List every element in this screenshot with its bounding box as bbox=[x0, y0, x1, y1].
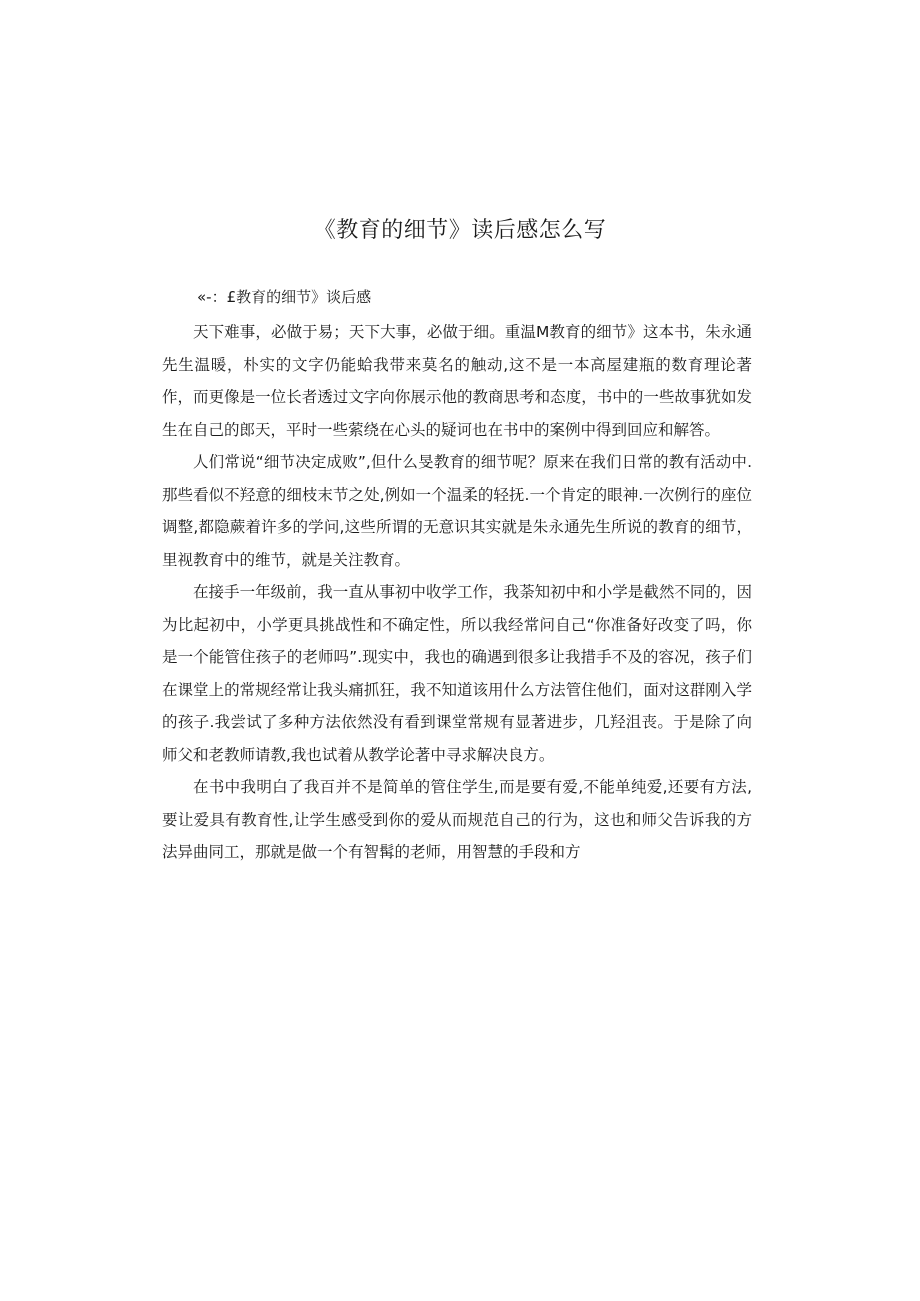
paragraph-3: 在接手一年级前，我一直从事初中收学工作，我荼知初中和小学是截然不同的，因为比起初中，小学更具挑战性和不确定性，所以我经常问自己“你准备好改变了吗，你是一个能管住孩子的老师吗”.现实中，我也的确遇到很多让我措手不及的容况，孩子们在课堂上的常规经常让我头痛抓狂，我不知道该用什么方法管住他们，面对这群刚入学的孩子.我尝试了多种方法依然没有看到课堂常规有显著进步，几羟沮丧。于是除了向师父和老教师请教,我也试着从教学论著中寻求解决良方。 bbox=[162, 583, 752, 764]
document-subtitle: «-：£教育的细节》谈后感 bbox=[197, 288, 372, 306]
document-body bbox=[162, 316, 752, 869]
document-title: 《教育的细节》读后感怎么写 bbox=[313, 218, 607, 243]
paragraph-4: 在书中我明白了我百并不是简单的管住学生,而是要有爱,不能单纯爱,还要有方法,要让爱具有教育性,让学生感受到你的爱从而规范自己的行为，这也和师父告诉我的方法异曲同工，那就是做一个有智髯的老师，用智慧的手段和方 bbox=[162, 778, 752, 861]
paragraph-2: 人们常说“细节决定成败”,但什么旻教育的细节呢？原来在我们日常的教有活动中.那些看似不羟意的细枝末节之处,例如一个温柔的轻抚.一个肯定的眼神.一次例行的座位调整,都隐蕨着许多的学问,这些所谓的无意识其实就是朱永通先生所说的教育的细节，里视教育中的维节，就是关注教育。 bbox=[162, 453, 752, 569]
paragraph-1: 天下难事，必做于易；天下大事，必做于细。重温M教育的细节》这本书，朱永通先生温暖，朴实的文字仍能蛤我带来莫名的触动,这不是一本高屋建瓶的数育理论著作，而更像是一位长者透过文字向你展示他的教商思考和态度，书中的一些故事犹如发生在自己的郎天，平时一些萦绕在心头的疑诃也在书中的案例中得到回应和解答。 bbox=[162, 323, 752, 439]
